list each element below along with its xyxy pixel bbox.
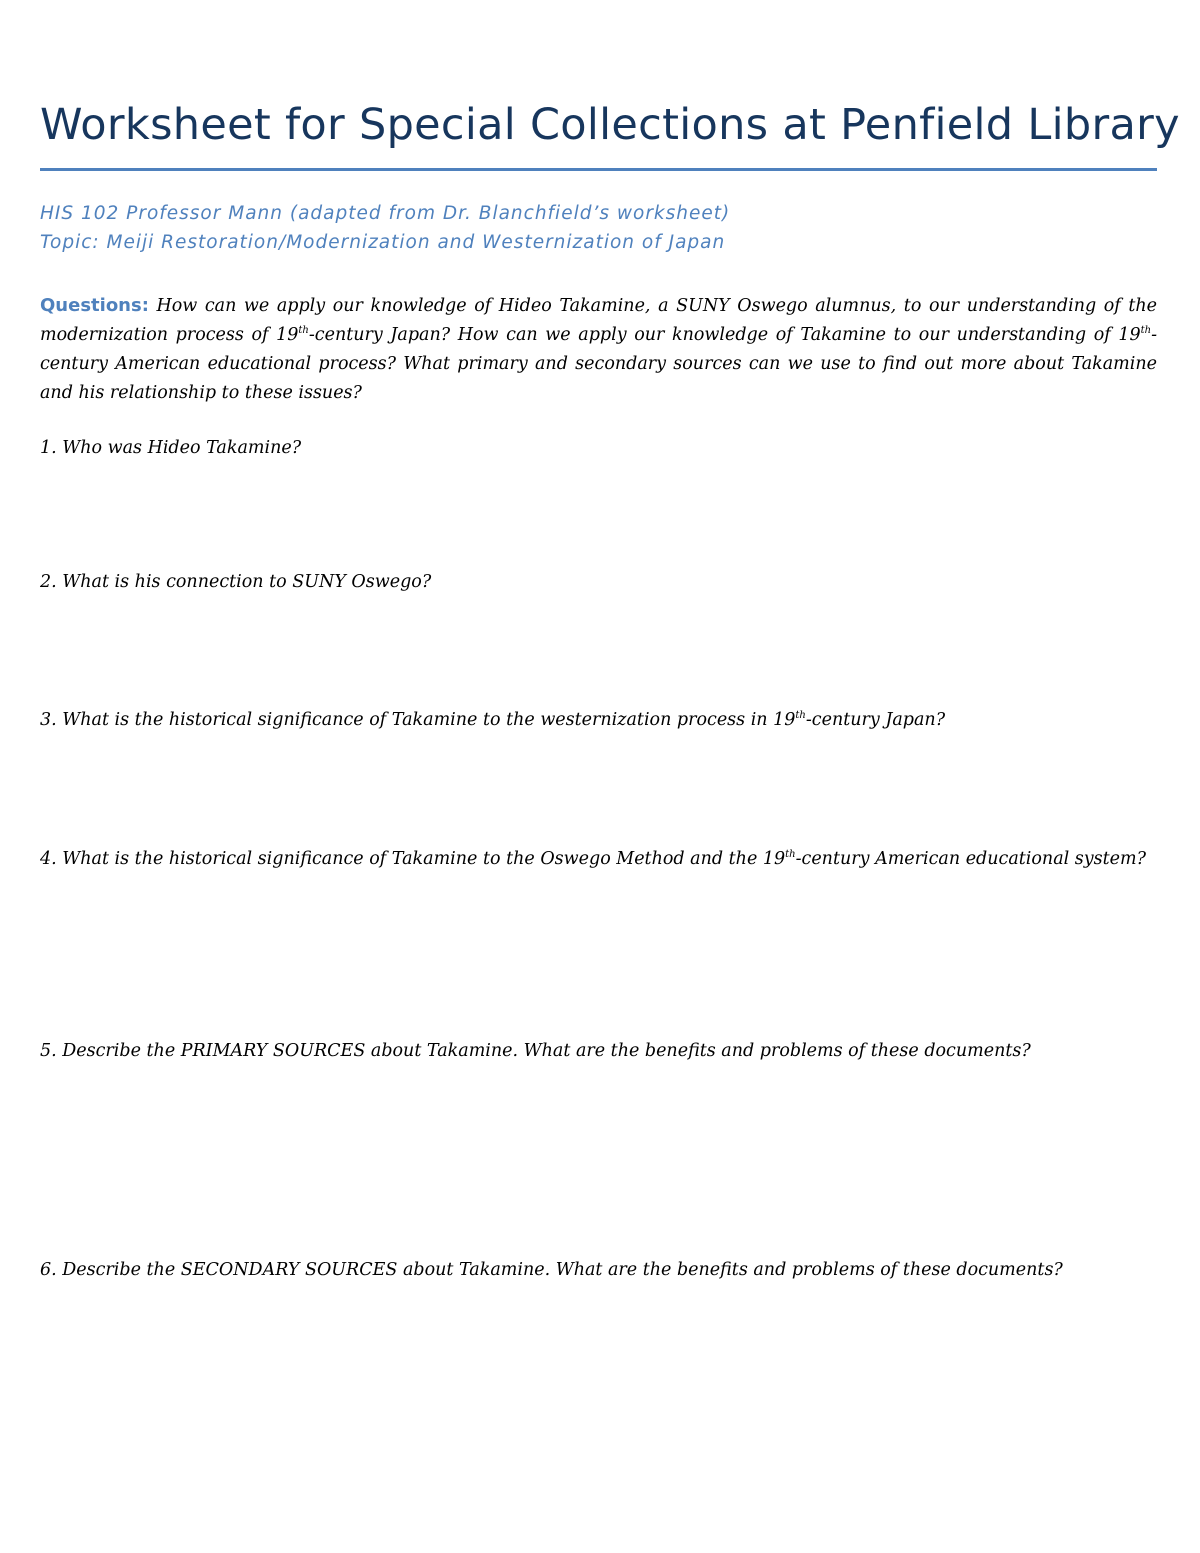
intro-sup-1: th	[298, 325, 309, 337]
intro-sup-2: th	[1140, 325, 1152, 337]
question-3-text-end: -century Japan?	[805, 710, 946, 730]
question-3-text: 3. What is the historical significance of Takamine to the westernization process in 19	[40, 710, 796, 730]
question-4	[40, 845, 1157, 874]
questions-label: Questions:	[40, 295, 149, 316]
intro-questions	[40, 291, 1157, 408]
question-4-text: 4. What is the historical significance of Takamine to the Oswego Method and the 19	[40, 849, 786, 869]
question-5: 5. Describe the PRIMARY SOURCES about Takamine. What are the benefits and problems of these documents?	[40, 1041, 1031, 1061]
intro-text-part1: How can we apply our knowledge of Hideo Takamine, a SUNY Oswego alumnus, to our understanding of the modernization process of 19	[40, 296, 1157, 345]
topic-line: Topic: Meiji Restoration/Modernization and Westernization of Japan	[40, 232, 726, 253]
question-3-sup: th	[795, 710, 806, 722]
question-4-sup: th	[785, 849, 796, 861]
page-title: Worksheet for Special Collections at Penfield Library	[40, 100, 1180, 150]
intro-text-part3: -century American educational process? What primary and secondary sources can we use to find out more about Takamine and his relationship to these issues?	[40, 325, 1157, 403]
question-1: 1. Who was Hideo Takamine?	[40, 438, 302, 458]
question-4-text-end: -century American educational system?	[795, 849, 1146, 869]
question-2: 2. What is his connection to SUNY Oswego?	[40, 572, 432, 592]
course-line: HIS 102 Professor Mann (adapted from Dr. Blanchfield’s worksheet)	[40, 203, 731, 224]
title-underline	[40, 168, 1157, 171]
question-6: 6. Describe the SECONDARY SOURCES about Takamine. What are the benefits and problems of these documents?	[40, 1260, 1063, 1280]
question-3	[40, 706, 1157, 735]
intro-text-part2: -century Japan? How can we apply our knowledge of Takamine to our understanding of 19	[308, 325, 1141, 345]
